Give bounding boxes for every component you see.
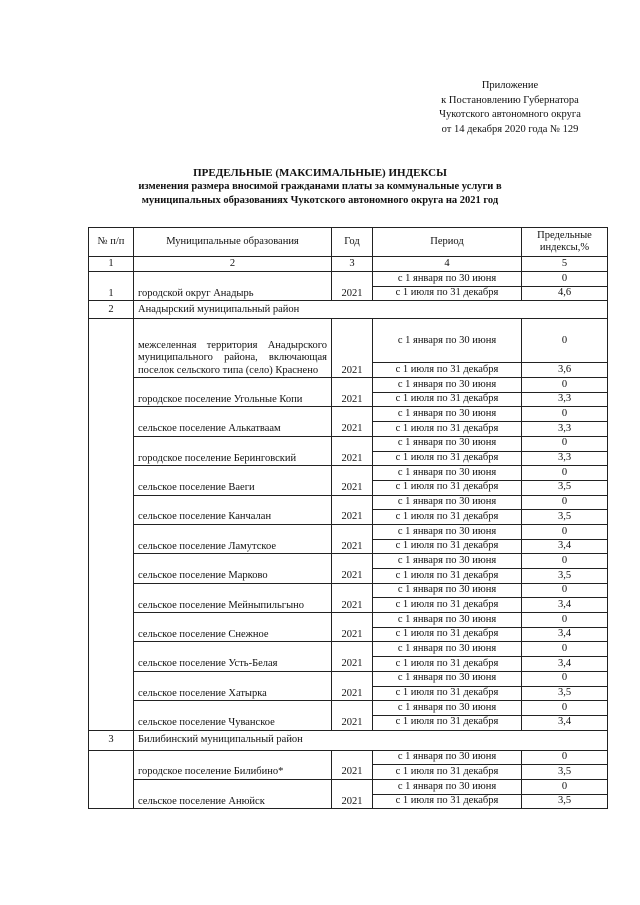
table-row <box>89 779 608 794</box>
table-row <box>89 554 608 569</box>
period-second-half: с 1 июля по 31 декабря <box>373 686 522 701</box>
period-first-half: с 1 января по 30 июня <box>373 466 522 481</box>
row-number-blank <box>89 750 134 809</box>
table-row <box>89 642 608 657</box>
period-second-half: с 1 июля по 31 декабря <box>373 657 522 672</box>
period-second-half: с 1 июля по 31 декабря <box>373 422 522 437</box>
period-first-half: с 1 января по 30 июня <box>373 701 522 716</box>
index-second-half: 3,5 <box>522 510 608 525</box>
table-row <box>89 524 608 539</box>
municipality-name: городское поселение Угольные Копи <box>134 378 332 407</box>
municipality-name: сельское поселение Канчалан <box>134 495 332 524</box>
row-year: 2021 <box>332 671 373 700</box>
row-year: 2021 <box>332 495 373 524</box>
municipality-name: сельское поселение Алькатваам <box>134 407 332 436</box>
index-first-half: 0 <box>522 436 608 451</box>
period-first-half: с 1 января по 30 июня <box>373 642 522 657</box>
row-number-blank <box>89 319 134 730</box>
period-first-half: с 1 января по 30 июня <box>373 407 522 422</box>
index-first-half: 0 <box>522 701 608 716</box>
column-number: 1 <box>89 257 134 272</box>
index-first-half: 0 <box>522 524 608 539</box>
table-row <box>89 701 608 716</box>
document-title <box>0 166 640 208</box>
index-second-half: 3,4 <box>522 657 608 672</box>
municipality-name: сельское поселение Усть-Белая <box>134 642 332 671</box>
index-second-half: 3,4 <box>522 715 608 730</box>
index-first-half: 0 <box>522 779 608 794</box>
index-second-half: 3,4 <box>522 598 608 613</box>
section-title: Билибинский муниципальный район <box>134 730 608 750</box>
header-line: от 14 декабря 2020 года № 129 <box>441 123 579 135</box>
table-row <box>89 466 608 481</box>
header-line: к Постановлению Губернатора <box>441 94 579 106</box>
period-second-half: с 1 июля по 31 декабря <box>373 392 522 407</box>
index-first-half: 0 <box>522 407 608 422</box>
index-second-half: 3,6 <box>522 363 608 378</box>
period-first-half: с 1 января по 30 июня <box>373 613 522 628</box>
period-first-half: с 1 января по 30 июня <box>373 319 522 363</box>
document-header <box>380 79 640 137</box>
index-second-half: 3,3 <box>522 451 608 466</box>
col-header-period: Период <box>373 228 522 257</box>
row-year: 2021 <box>332 319 373 378</box>
row-year: 2021 <box>332 583 373 612</box>
table-row <box>89 583 608 598</box>
municipality-name: сельское поселение Марково <box>134 554 332 583</box>
index-second-half: 3,5 <box>522 480 608 495</box>
row-year: 2021 <box>332 407 373 436</box>
column-number: 5 <box>522 257 608 272</box>
municipality-name: сельское поселение Ваеги <box>134 466 332 495</box>
municipality-name: сельское поселение Снежное <box>134 613 332 642</box>
section-number: 2 <box>89 301 134 319</box>
period-first-half: с 1 января по 30 июня <box>373 554 522 569</box>
title-line: изменения размера вносимой гражданами платы за коммунальные услуги в <box>138 181 502 192</box>
period-first-half: с 1 января по 30 июня <box>373 779 522 794</box>
row-year: 2021 <box>332 554 373 583</box>
period-second-half: с 1 июля по 31 декабря <box>373 598 522 613</box>
row-year: 2021 <box>332 779 373 808</box>
period-first-half: с 1 января по 30 июня <box>373 750 522 765</box>
col-header-year: Год <box>332 228 373 257</box>
period-second-half: с 1 июля по 31 декабря <box>373 765 522 780</box>
column-number: 2 <box>134 257 332 272</box>
row-year: 2021 <box>332 701 373 730</box>
header-line: Чукотского автономного округа <box>439 109 581 120</box>
municipality-name: сельское поселение Чуванское <box>134 701 332 730</box>
index-second-half: 3,5 <box>522 794 608 809</box>
municipality-name: сельское поселение Анюйск <box>134 779 332 808</box>
index-second-half: 3,4 <box>522 539 608 554</box>
header-line: Приложение <box>481 80 539 91</box>
period-first-half: с 1 января по 30 июня <box>373 583 522 598</box>
index-second-half: 3,3 <box>522 392 608 407</box>
period-second-half: с 1 июля по 31 декабря <box>373 510 522 525</box>
section-row <box>89 730 608 750</box>
row-year: 2021 <box>332 613 373 642</box>
title-line: ПРЕДЕЛЬНЫЕ (МАКСИМАЛЬНЫЕ) ИНДЕКСЫ <box>193 167 447 179</box>
row-year: 2021 <box>332 272 373 301</box>
index-second-half: 3,4 <box>522 627 608 642</box>
index-first-half: 0 <box>522 613 608 628</box>
row-year: 2021 <box>332 436 373 465</box>
column-number-row <box>89 257 608 272</box>
section-number: 3 <box>89 730 134 750</box>
column-number: 4 <box>373 257 522 272</box>
municipality-name: сельское поселение Мейныпильгыно <box>134 583 332 612</box>
period-first-half: с 1 января по 30 июня <box>373 378 522 393</box>
period-first-half: с 1 января по 30 июня <box>373 436 522 451</box>
period-first-half: с 1 января по 30 июня <box>373 272 522 287</box>
table-row <box>89 319 608 363</box>
period-first-half: с 1 января по 30 июня <box>373 524 522 539</box>
index-first-half: 0 <box>522 750 608 765</box>
index-first-half: 0 <box>522 671 608 686</box>
row-year: 2021 <box>332 378 373 407</box>
indices-table <box>88 227 608 809</box>
municipality-name: городское поселение Билибино* <box>134 750 332 779</box>
table-row <box>89 750 608 765</box>
period-second-half: с 1 июля по 31 декабря <box>373 627 522 642</box>
index-first-half: 0 <box>522 378 608 393</box>
table-header-row <box>89 228 608 257</box>
table-row <box>89 272 608 287</box>
index-first-half: 0 <box>522 272 608 287</box>
row-year: 2021 <box>332 642 373 671</box>
index-first-half: 0 <box>522 495 608 510</box>
period-second-half: с 1 июля по 31 декабря <box>373 286 522 301</box>
col-header-index: Предельные индексы,% <box>522 228 608 257</box>
table-row <box>89 378 608 393</box>
row-year: 2021 <box>332 524 373 553</box>
column-number: 3 <box>332 257 373 272</box>
index-second-half: 3,5 <box>522 569 608 584</box>
municipality-name: городское поселение Беринговский <box>134 436 332 465</box>
col-header-num: № п/п <box>89 228 134 257</box>
index-first-half: 0 <box>522 319 608 363</box>
table-row <box>89 407 608 422</box>
period-first-half: с 1 января по 30 июня <box>373 671 522 686</box>
period-second-half: с 1 июля по 31 декабря <box>373 451 522 466</box>
table-row <box>89 436 608 451</box>
row-year: 2021 <box>332 466 373 495</box>
municipality-name: городской округ Анадырь <box>134 272 332 301</box>
section-row <box>89 301 608 319</box>
col-header-name: Муниципальные образования <box>134 228 332 257</box>
period-second-half: с 1 июля по 31 декабря <box>373 569 522 584</box>
row-year: 2021 <box>332 750 373 779</box>
index-first-half: 0 <box>522 642 608 657</box>
period-first-half: с 1 января по 30 июня <box>373 495 522 510</box>
period-second-half: с 1 июля по 31 декабря <box>373 363 522 378</box>
period-second-half: с 1 июля по 31 декабря <box>373 480 522 495</box>
period-second-half: с 1 июля по 31 декабря <box>373 539 522 554</box>
municipality-name: сельское поселение Хатырка <box>134 671 332 700</box>
period-second-half: с 1 июля по 31 декабря <box>373 715 522 730</box>
index-second-half: 3,3 <box>522 422 608 437</box>
municipality-name: межселенная территория Анадырского муниципального района, включающая поселок сельского типа (село) Краснено <box>134 319 332 378</box>
table-row <box>89 613 608 628</box>
row-number: 1 <box>89 272 134 301</box>
index-second-half: 3,5 <box>522 765 608 780</box>
table-row <box>89 671 608 686</box>
index-first-half: 0 <box>522 466 608 481</box>
table-row <box>89 495 608 510</box>
section-title: Анадырский муниципальный район <box>134 301 608 319</box>
index-second-half: 4,6 <box>522 286 608 301</box>
title-line: муниципальных образованиях Чукотского автономного округа на 2021 год <box>141 195 499 206</box>
index-first-half: 0 <box>522 554 608 569</box>
index-second-half: 3,5 <box>522 686 608 701</box>
municipality-name: сельское поселение Ламутское <box>134 524 332 553</box>
index-first-half: 0 <box>522 583 608 598</box>
period-second-half: с 1 июля по 31 декабря <box>373 794 522 809</box>
